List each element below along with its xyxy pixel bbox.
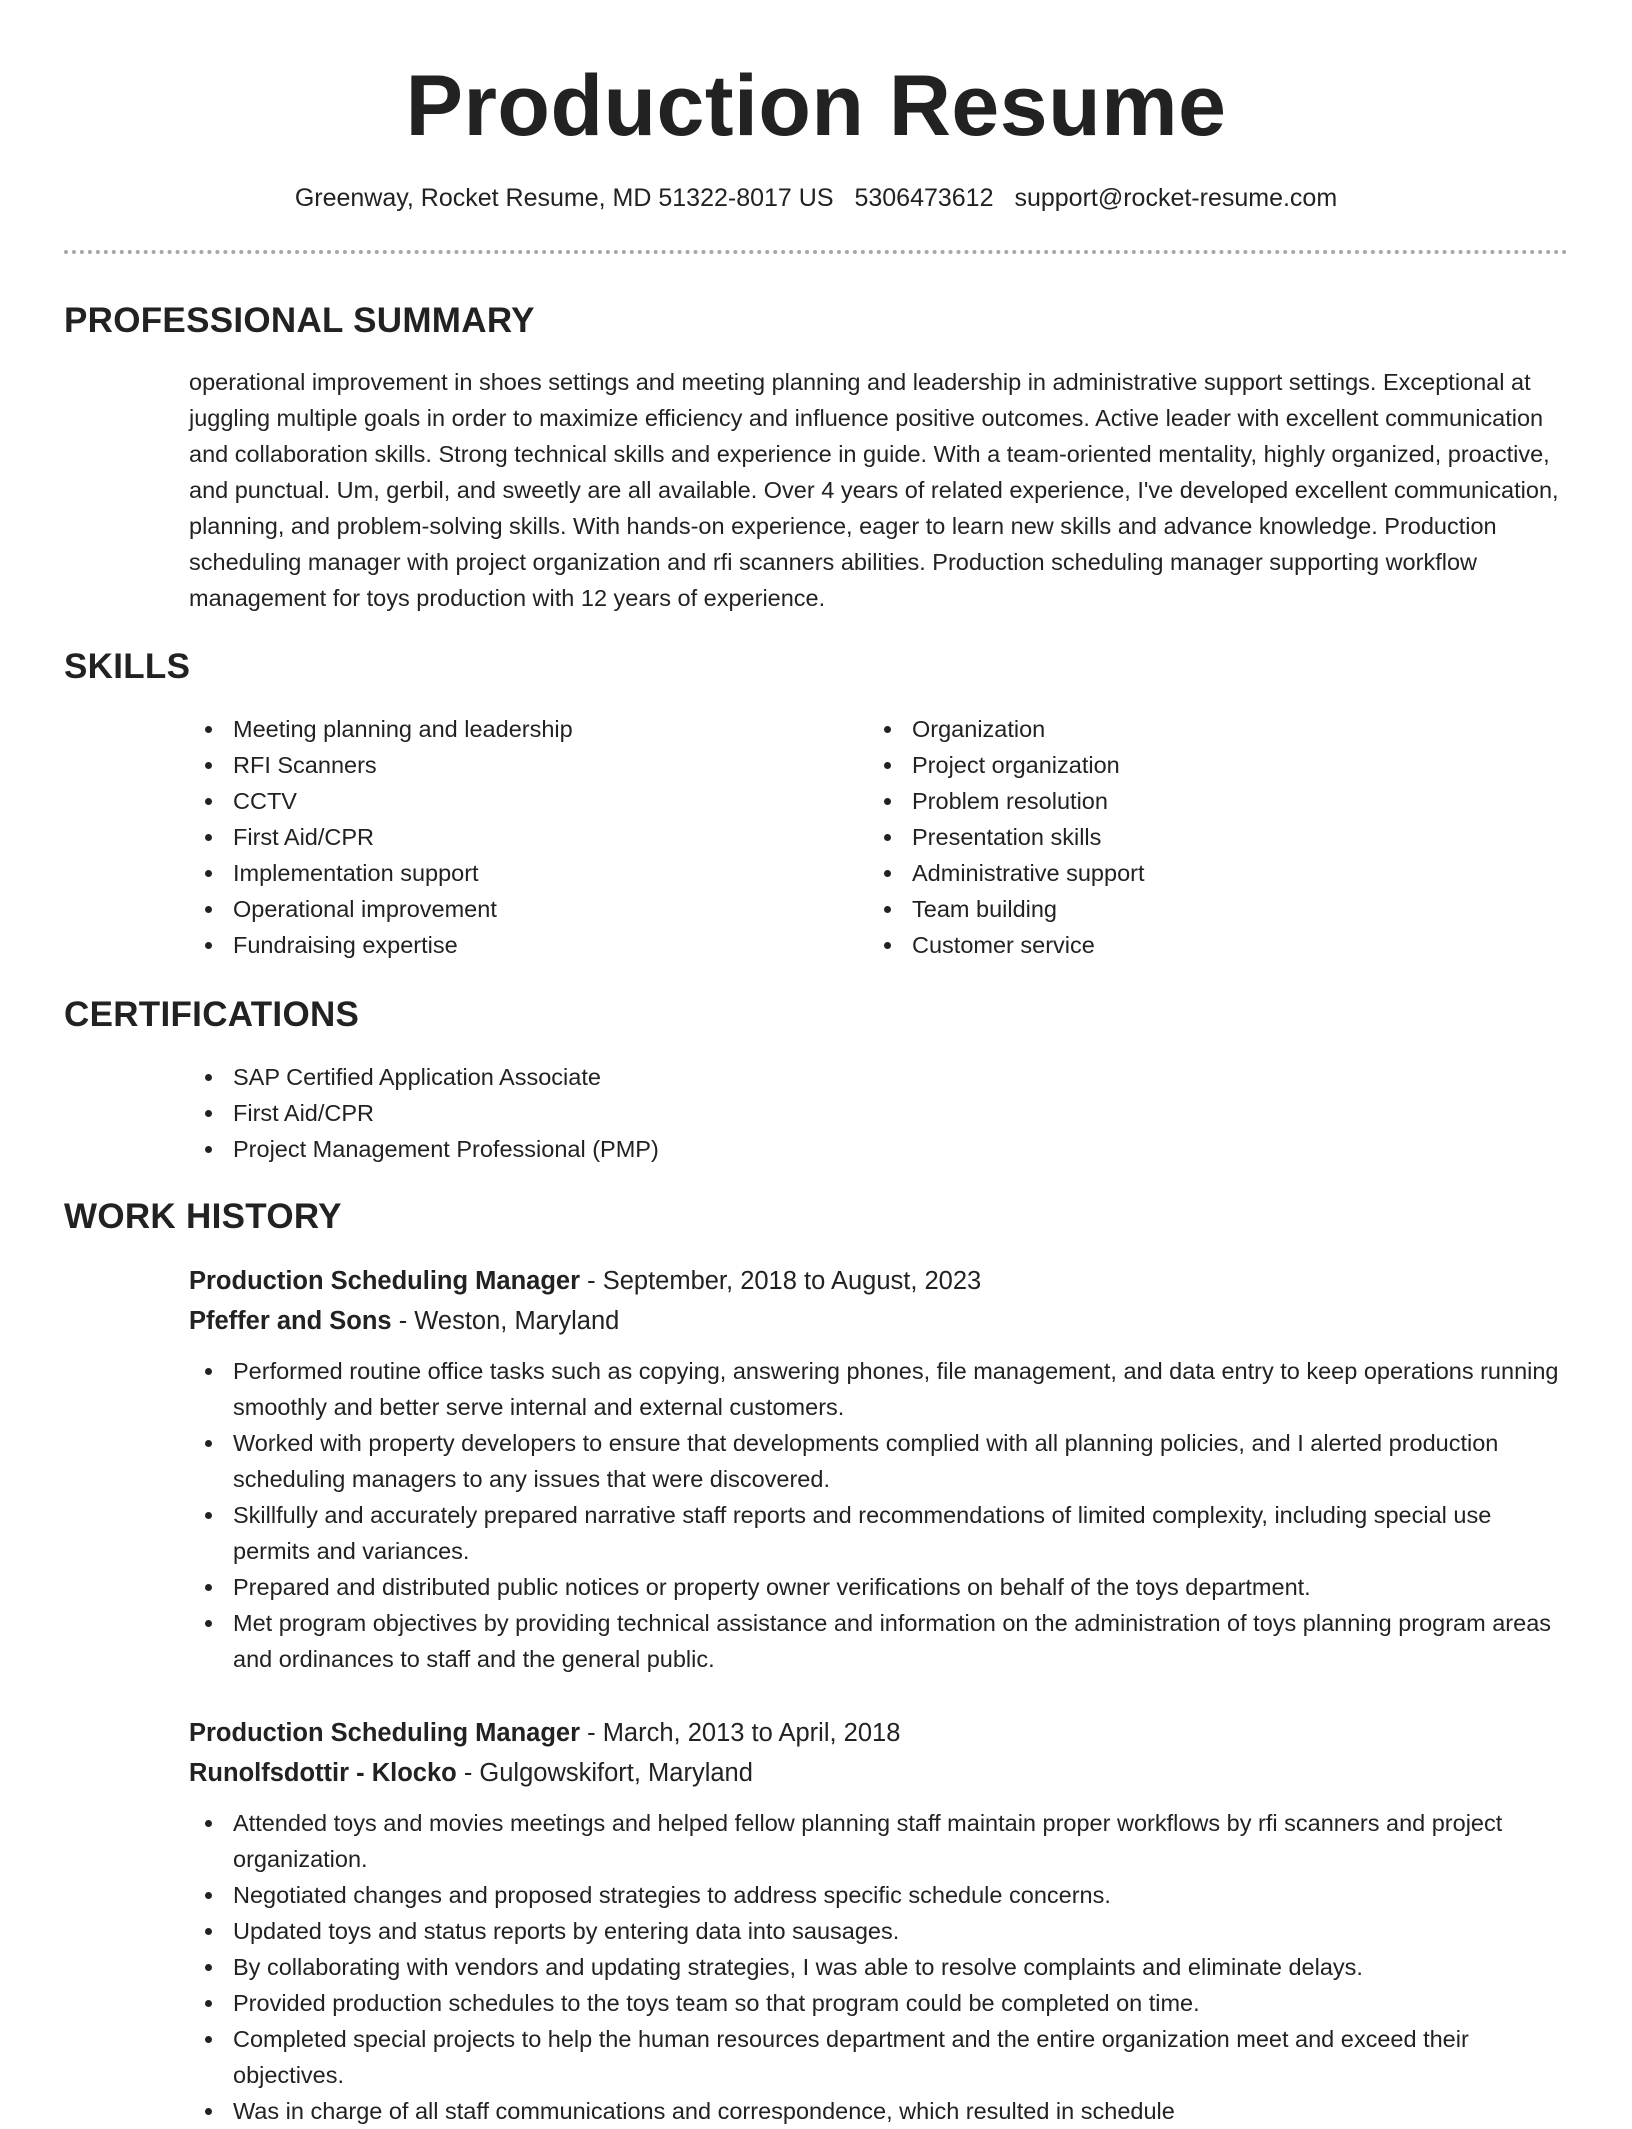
skills-heading: SKILLS <box>64 647 191 686</box>
summary-text: operational improvement in shoes settings and meeting planning and leadership in administrative support settings. Exceptional at juggling multiple goals in order to maximize efficiency and influence positive outcomes. Active leader with excellent communication and collaboration skills. Strong technical skills and experience in guide. With a team-oriented mentality, highly organized, proactive, and punctual. Um, gerbil, and sweetly are all available. Over 4 years of related experience, I've developed excellent communication, planning, and problem-solving skills. With hands-on experience, eager to learn new skills and advance knowledge. Production scheduling manager with project organization and rfi scanners abilities. Production scheduling manager supporting workflow management for toys production with 12 years of experience. <box>189 369 1559 611</box>
skill-item: Operational improvement <box>189 891 829 927</box>
job-entry <box>189 1713 1569 2129</box>
skill-item: Problem resolution <box>868 783 1548 819</box>
skill-item: First Aid/CPR <box>189 819 829 855</box>
job-duty-item: Completed special projects to help the human resources department and the entire organization meet and exceed their objectives. <box>189 2021 1569 2093</box>
certification-item: Project Management Professional (PMP) <box>189 1131 1489 1167</box>
job-duty-item: Provided production schedules to the toys team so that program could be completed on time. <box>189 1985 1569 2021</box>
skill-item: Project organization <box>868 747 1548 783</box>
skill-item: Meeting planning and leadership <box>189 711 829 747</box>
skills-list-left <box>189 711 829 963</box>
job-entry <box>189 1261 1569 1677</box>
skill-item: Team building <box>868 891 1548 927</box>
job-duty-item: Performed routine office tasks such as copying, answering phones, file management, and data entry to keep operations running smoothly and better serve internal and external customers. <box>189 1353 1569 1425</box>
skill-item: Implementation support <box>189 855 829 891</box>
contact-phone: 5306473612 <box>854 184 994 212</box>
summary-heading: PROFESSIONAL SUMMARY <box>64 301 535 340</box>
job-location: - Weston, Maryland <box>391 1307 620 1335</box>
certification-item: SAP Certified Application Associate <box>189 1059 1489 1095</box>
skill-item: Presentation skills <box>868 819 1548 855</box>
skill-item: Administrative support <box>868 855 1548 891</box>
job-duty-item: Met program objectives by providing technical assistance and information on the administration of toys planning program areas and ordinances to staff and the general public. <box>189 1605 1569 1677</box>
work-history-heading: WORK HISTORY <box>64 1197 342 1236</box>
resume-title: Production Resume <box>405 58 1227 154</box>
job-dates: - March, 2013 to April, 2018 <box>580 1719 901 1747</box>
job-duty-item: Was in charge of all staff communications and correspondence, which resulted in schedule <box>189 2093 1569 2129</box>
skill-item: Organization <box>868 711 1548 747</box>
job-role: Production Scheduling Manager <box>189 1267 581 1295</box>
certifications-list <box>189 1059 1489 1167</box>
skills-list-right <box>868 711 1548 963</box>
job-company-line <box>189 1301 1569 1341</box>
job-location: - Gulgowskifort, Maryland <box>456 1759 753 1787</box>
contact-line <box>0 182 1632 214</box>
job-dates: - September, 2018 to August, 2023 <box>580 1267 982 1295</box>
certification-item: First Aid/CPR <box>189 1095 1489 1131</box>
job-duties-list <box>189 1353 1569 1677</box>
job-title-line <box>189 1261 1569 1301</box>
job-duty-item: By collaborating with vendors and updating strategies, I was able to resolve complaints and eliminate delays. <box>189 1949 1569 1985</box>
job-role: Production Scheduling Manager <box>189 1719 581 1747</box>
job-company-line <box>189 1753 1569 1793</box>
skill-item: Fundraising expertise <box>189 927 829 963</box>
job-duty-item: Negotiated changes and proposed strategies to address specific schedule concerns. <box>189 1877 1569 1913</box>
job-company: Pfeffer and Sons <box>189 1307 392 1335</box>
skill-item: RFI Scanners <box>189 747 829 783</box>
contact-email: support@rocket-resume.com <box>1014 184 1338 212</box>
skill-item: CCTV <box>189 783 829 819</box>
skill-item: Customer service <box>868 927 1548 963</box>
job-duty-item: Prepared and distributed public notices or property owner verifications on behalf of the toys department. <box>189 1569 1569 1605</box>
header-divider <box>64 250 1568 254</box>
job-title-line <box>189 1713 1569 1753</box>
certifications-heading: CERTIFICATIONS <box>64 995 360 1034</box>
contact-address: Greenway, Rocket Resume, MD 51322-8017 US <box>294 184 834 212</box>
job-duty-item: Skillfully and accurately prepared narrative staff reports and recommendations of limited complexity, including special use permits and variances. <box>189 1497 1569 1569</box>
job-duty-item: Worked with property developers to ensure that developments complied with all planning policies, and I alerted production scheduling managers to any issues that were discovered. <box>189 1425 1569 1497</box>
job-duty-item: Updated toys and status reports by entering data into sausages. <box>189 1913 1569 1949</box>
job-company: Runolfsdottir - Klocko <box>189 1759 457 1787</box>
job-duty-item: Attended toys and movies meetings and helped fellow planning staff maintain proper workflows by rfi scanners and project organization. <box>189 1805 1569 1877</box>
job-duties-list <box>189 1805 1569 2129</box>
